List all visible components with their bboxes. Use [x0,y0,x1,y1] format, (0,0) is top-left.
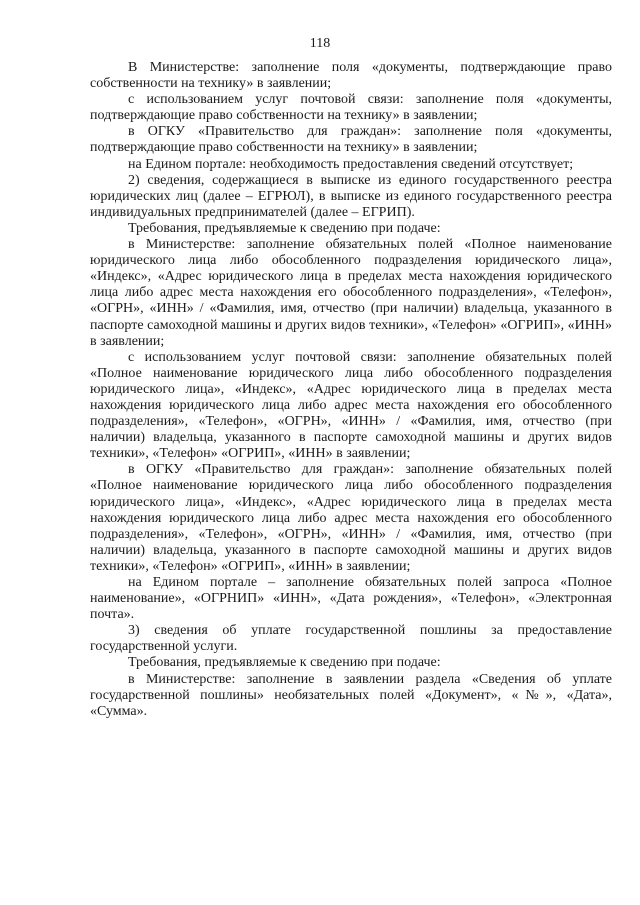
paragraph-egrul-egrip-info: 2) сведения, содержащиеся в выписке из единого государственного реестра юридических лиц (далее – ЕГРЮЛ), в выписке из единого государственного реестра индивидуальных предпринимателей (далее – ЕГРИП). [90,172,612,220]
paragraph-ministry-fields: в Министерстве: заполнение обязательных полей «Полное наименование юридического лица либо обособленного подразделения юридического лица», «Индекс», «Адрес юридического лица в пределах места нахождения юридического лица либо адрес места нахождения его обособленного подразделения», «Телефон», «ОГРН», «ИНН» / «Фамилия, имя, отчество (при наличии) владельца, указанного в паспорте самоходной машины и других видов техники», «Телефон» «ОГРИП», «ИНН» в заявлении; [90,237,612,349]
document-body [90,60,612,720]
paragraph-ministry-fee-fields: в Министерстве: заполнение в заявлении раздела «Сведения об уплате государственной пошлины» необязательных полей «Документ», «№», «Дата», «Сумма». [90,671,612,719]
paragraph-state-fee-info: 3) сведения об уплате государственной пошлины за предоставление государственной услуги. [90,623,612,655]
paragraph-ministry-ownership-docs: В Министерстве: заполнение поля «документы, подтверждающие право собственности на технику» в заявлении; [90,60,612,92]
paragraph-ogku-ownership-docs: в ОГКУ «Правительство для граждан»: заполнение поля «документы, подтверждающие право собственности на технику» в заявлении; [90,124,612,156]
paragraph-requirements-heading: Требования, предъявляемые к сведению при подаче: [128,220,441,236]
paragraph-portal-ownership-docs: на Едином портале: необходимость предоставления сведений отсутствует; [128,156,574,172]
paragraph-postal-fields: с использованием услуг почтовой связи: заполнение обязательных полей «Полное наименование юридического лица либо обособленного подразделения юридического лица», «Индекс», «Адрес юридического лица в пределах места нахождения юридического лица либо адрес места нахождения его обособленного подразделения», «Телефон», «ОГРН», «ИНН» / «Фамилия, имя, отчество (при наличии) владельца, указанного в паспорте самоходной машины и других видов техники», «Телефон» «ОГРИП», «ИНН» в заявлении; [90,349,612,462]
paragraph-ogku-fields: в ОГКУ «Правительство для граждан»: заполнение обязательных полей «Полное наименование юридического лица либо обособленного подразделения юридического лица», «Индекс», «Адрес юридического лица в пределах места нахождения юридического лица либо адрес места нахождения его обособленного подразделения», «Телефон», «ОГРН», «ИНН» / «Фамилия, имя, отчество (при наличии) владельца, указанного в паспорте самоходной машины и других видов техники», «Телефон» «ОГРИП», «ИНН» в заявлении; [90,462,612,574]
paragraph-postal-ownership-docs: с использованием услуг почтовой связи: заполнение поля «документы, подтверждающие право собственности на технику» в заявлении; [90,92,612,124]
paragraph-requirements-heading-2: Требования, предъявляемые к сведению при подаче: [128,655,441,671]
paragraph-portal-fields: на Едином портале – заполнение обязательных полей запроса «Полное наименование», «ОГРНИП» «ИНН», «Дата рождения», «Телефон», «Электронная почта». [90,575,612,623]
page-number: 118 [309,36,331,51]
